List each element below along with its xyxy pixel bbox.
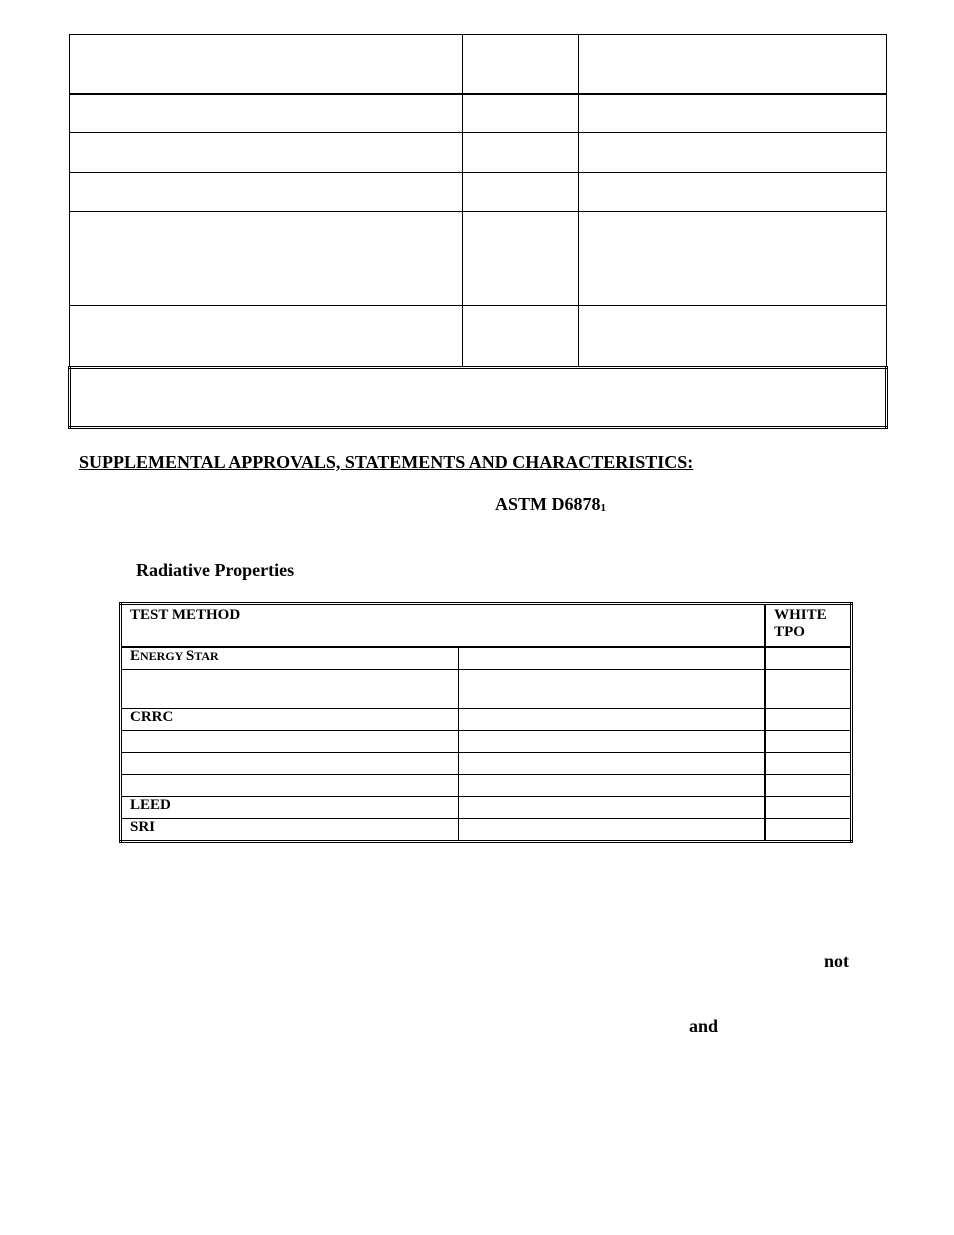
header-white-tpo (765, 604, 851, 648)
header-tpo: TPO (774, 624, 805, 640)
energy-star-nergy: NERGY (140, 649, 186, 663)
table-row (121, 775, 852, 797)
property-row (70, 133, 887, 173)
table-row (121, 731, 852, 753)
energy-star-s: S (185, 648, 195, 664)
radiative-properties-table (119, 602, 853, 843)
label-sri: SRI (121, 819, 459, 842)
property-table (68, 34, 888, 429)
table-row (121, 753, 852, 775)
table-row (121, 670, 852, 709)
property-row (70, 173, 887, 212)
property-row (70, 35, 887, 94)
astm-reference (495, 494, 606, 515)
energy-star-e: E (130, 648, 141, 664)
astm-footnote: 1 (600, 502, 607, 514)
header-test-method: TEST METHOD (121, 604, 766, 648)
astm-code: ASTM D6878 (495, 494, 601, 514)
radiative-properties-heading: Radiative Properties (136, 560, 295, 580)
property-note-row (70, 368, 887, 428)
table-row-sri (121, 819, 852, 842)
energy-star-tar: TAR (194, 649, 219, 663)
table-header-row (121, 604, 852, 648)
table-row-crrc (121, 709, 852, 731)
label-leed: LEED (121, 797, 459, 819)
supplemental-heading: SUPPLEMENTAL APPROVALS, STATEMENTS AND CHARACTERISTICS: (79, 452, 694, 472)
property-row (70, 306, 887, 368)
property-row (70, 94, 887, 133)
text-fragment-and: and (689, 1016, 719, 1036)
property-row (70, 212, 887, 306)
label-crrc: CRRC (121, 709, 459, 731)
header-white: WHITE (774, 607, 827, 623)
table-row-energy-star (121, 647, 852, 670)
text-fragment-not: not (824, 951, 850, 971)
label-energy-star (121, 647, 459, 670)
table-row-leed (121, 797, 852, 819)
